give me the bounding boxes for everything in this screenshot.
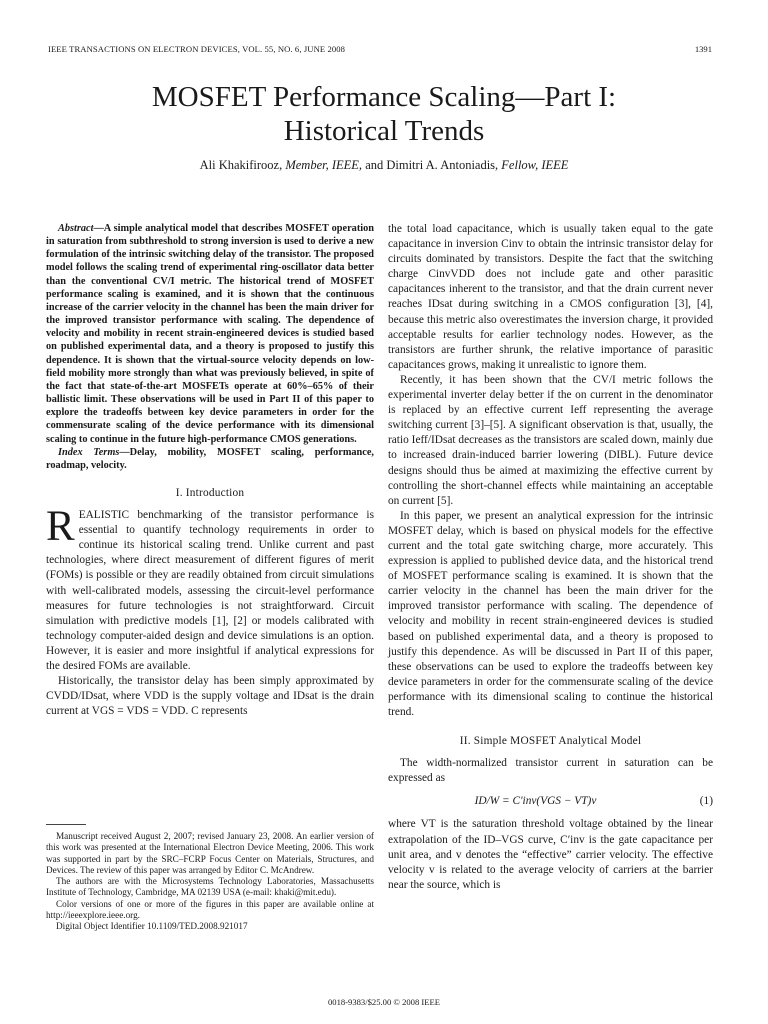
index-terms-label: Index Terms	[58, 446, 120, 458]
index-terms	[46, 446, 374, 472]
author-1: Ali Khakifirooz,	[199, 158, 283, 172]
equation-1	[388, 794, 713, 809]
footnote-manuscript: Manuscript received August 2, 2007; revised January 23, 2008. An earlier version of this work was presented at the International Electron Device Meeting, 2006. This work was supported in part by the SRC–FCRP Focus Center on Materials, Structures, and Devices. The review of this paper was arranged by Editor C. McAndrew.	[46, 831, 374, 875]
paper-title	[0, 80, 768, 148]
intro-paragraph-1-text: EALISTIC benchmarking of the transistor performance is essential to quantify technology requirements in order to continue its historical scaling trend. Unlike current and past technologies, where direct measurement of different figures of merit (FOMs) is possible or they are readily obtained from circuit simulations with well-calibrated models, assessing the circuit-level performance measures for future technologies is not straightforward. Circuit simulation with predictive models [1], [2] or models calibrated with technology computer-aided design and device simulations is an option. However, it is easier and more insightful if analytical expressions for the desired FOMs are available.	[46, 509, 374, 672]
author-line	[0, 158, 768, 173]
right-column	[388, 222, 713, 893]
title-line-1: MOSFET Performance Scaling—Part I:	[151, 81, 617, 113]
equation-1-number: (1)	[699, 795, 713, 808]
intro-paragraph-2: Historically, the transistor delay has been simply approximated by CVDD/IDsat, where VDD is the supply voltage and IDsat is the drain current at VGS = VDS = VDD. C represents	[46, 675, 374, 718]
section-heading-introduction: I. Introduction	[175, 486, 245, 499]
footnote-affiliation: The authors are with the Microsystems Technology Laboratories, Massachusetts Institute of Technology, Cambridge, MA 02139 USA (e-mail: khaki@mit.edu).	[46, 876, 374, 898]
footnote	[46, 831, 374, 933]
intro-paragraph-1	[46, 503, 374, 674]
drop-cap: R	[46, 503, 75, 551]
right-paragraph-3: In this paper, we present an analytical expression for the intrinsic MOSFET delay, which is based on physical models for the effective current and the total gate switching charge, more accurately. This expression is applied to published device data, and the historical trend of MOSFET performance scaling is examined. It is shown that the carrier velocity in the channel has been the main driver for the improved transistor performance with scaling. The dependence of velocity and mobility in recent strain-engineered devices is studied based on published experimental data, and a theory is proposed to justify this dependence. As will be discussed in Part II of this paper, these observations can be used to explore the tradeoffs between key device parameters in order for the commensurate scaling of the device performance with its dimensional scaling to continue the historical trend.	[388, 509, 713, 718]
page-number: 1391	[694, 44, 712, 54]
model-paragraph-1: The width-normalized transistor current in saturation can be expressed as	[388, 757, 713, 785]
abstract	[46, 222, 374, 446]
running-header: IEEE TRANSACTIONS ON ELECTRON DEVICES, VOL. 55, NO. 6, JUNE 2008	[48, 44, 346, 54]
equation-1-body: ID/W = C′inv(VGS − VT)v	[474, 795, 597, 808]
copyright-footer: 0018-9383/$25.00 © 2008 IEEE	[327, 997, 441, 1007]
footnote-color: Color versions of one or more of the figures in this paper are available online at http://ieeexplore.ieee.org.	[46, 898, 374, 921]
index-terms-text: —Delay, mobility, MOSFET scaling, performance, roadmap, velocity.	[46, 446, 374, 471]
section-heading-model: II. Simple MOSFET Analytical Model	[459, 735, 642, 748]
author-connector: and Dimitri A. Antoniadis,	[365, 158, 499, 172]
author-1-role: Member, IEEE,	[285, 158, 363, 172]
footnote-doi: Digital Object Identifier 10.1109/TED.2008.921017	[56, 921, 248, 932]
model-paragraph-2: where VT is the saturation threshold voltage obtained by the linear extrapolation of the ID–VGS curve, C′inv is the gate capacitance per unit area, and v denotes the “effective” carrier velocity. The effective velocity v is related to the average velocity of carriers at the barrier near the source, which is	[388, 818, 713, 891]
author-2-role: Fellow, IEEE	[501, 158, 569, 172]
title-line-2: Historical Trends	[283, 115, 485, 147]
right-paragraph-2: Recently, it has been shown that the CV/I metric follows the experimental inverter delay better if the on current in the denominator is replaced by an effective current Ieff representing the average switching current [3]–[5]. A significant observation is that, usually, the ratio Ieff/IDsat decreases as the transistors are scaled down, mainly due to increased drain-induced barrier lowering (DIBL). Future device designs should thus be aimed at maximizing the effective current by controlling the short-channel effects while maintaining an acceptable on current [5].	[388, 373, 713, 507]
left-column	[46, 222, 374, 719]
abstract-label: Abstract	[58, 223, 94, 234]
footnote-rule	[46, 824, 86, 825]
right-paragraph-1: the total load capacitance, which is usually taken equal to the gate capacitance in inversion Cinv to obtain the intrinsic transistor delay for circuits dominated by transistors. Despite the fact that the switching charge CinvVDD does not include gate and other parasitic capacitances inherent to the transistor, and that the drain current never reaches IDsat during switching in a CMOS configuration [3], [4], because this metric also overestimates the inversion charge, it provided acceptable results for earlier technology nodes. However, as the transistors are further shrunk, the relative importance of parasitic capacitances grows, making it unrealistic to ignore them.	[388, 223, 713, 371]
abstract-text: —A simple analytical model that describes MOSFET operation in saturation from subthreshold to strong inversion is used to derive a new formulation of the intrinsic switching delay of the transistor. The proposed model follows the scaling trend of experimental ring-oscillator data better than the conventional CV/I metric. The historical trend of MOSFET performance scaling is examined, and it is shown that the continuous increase of the carrier velocity in the channel has been the main driver for the improved transistor performance with scaling. The dependence of velocity and mobility in recent strain-engineered devices is studied based on published experimental data, and a theory is proposed to justify this dependence. It is shown that the virtual-source velocity depends on low-field mobility more strongly than what was previously believed, in spite of the fact that state-of-the-art MOSFETs operate at 60%–65% of their ballistic limit. These observations will be used in Part II of this paper to explore the tradeoffs between key device parameters in order for the commensurate scaling of the device performance with its dimensional scaling to continue in the future high-performance CMOS generations.	[46, 223, 374, 445]
